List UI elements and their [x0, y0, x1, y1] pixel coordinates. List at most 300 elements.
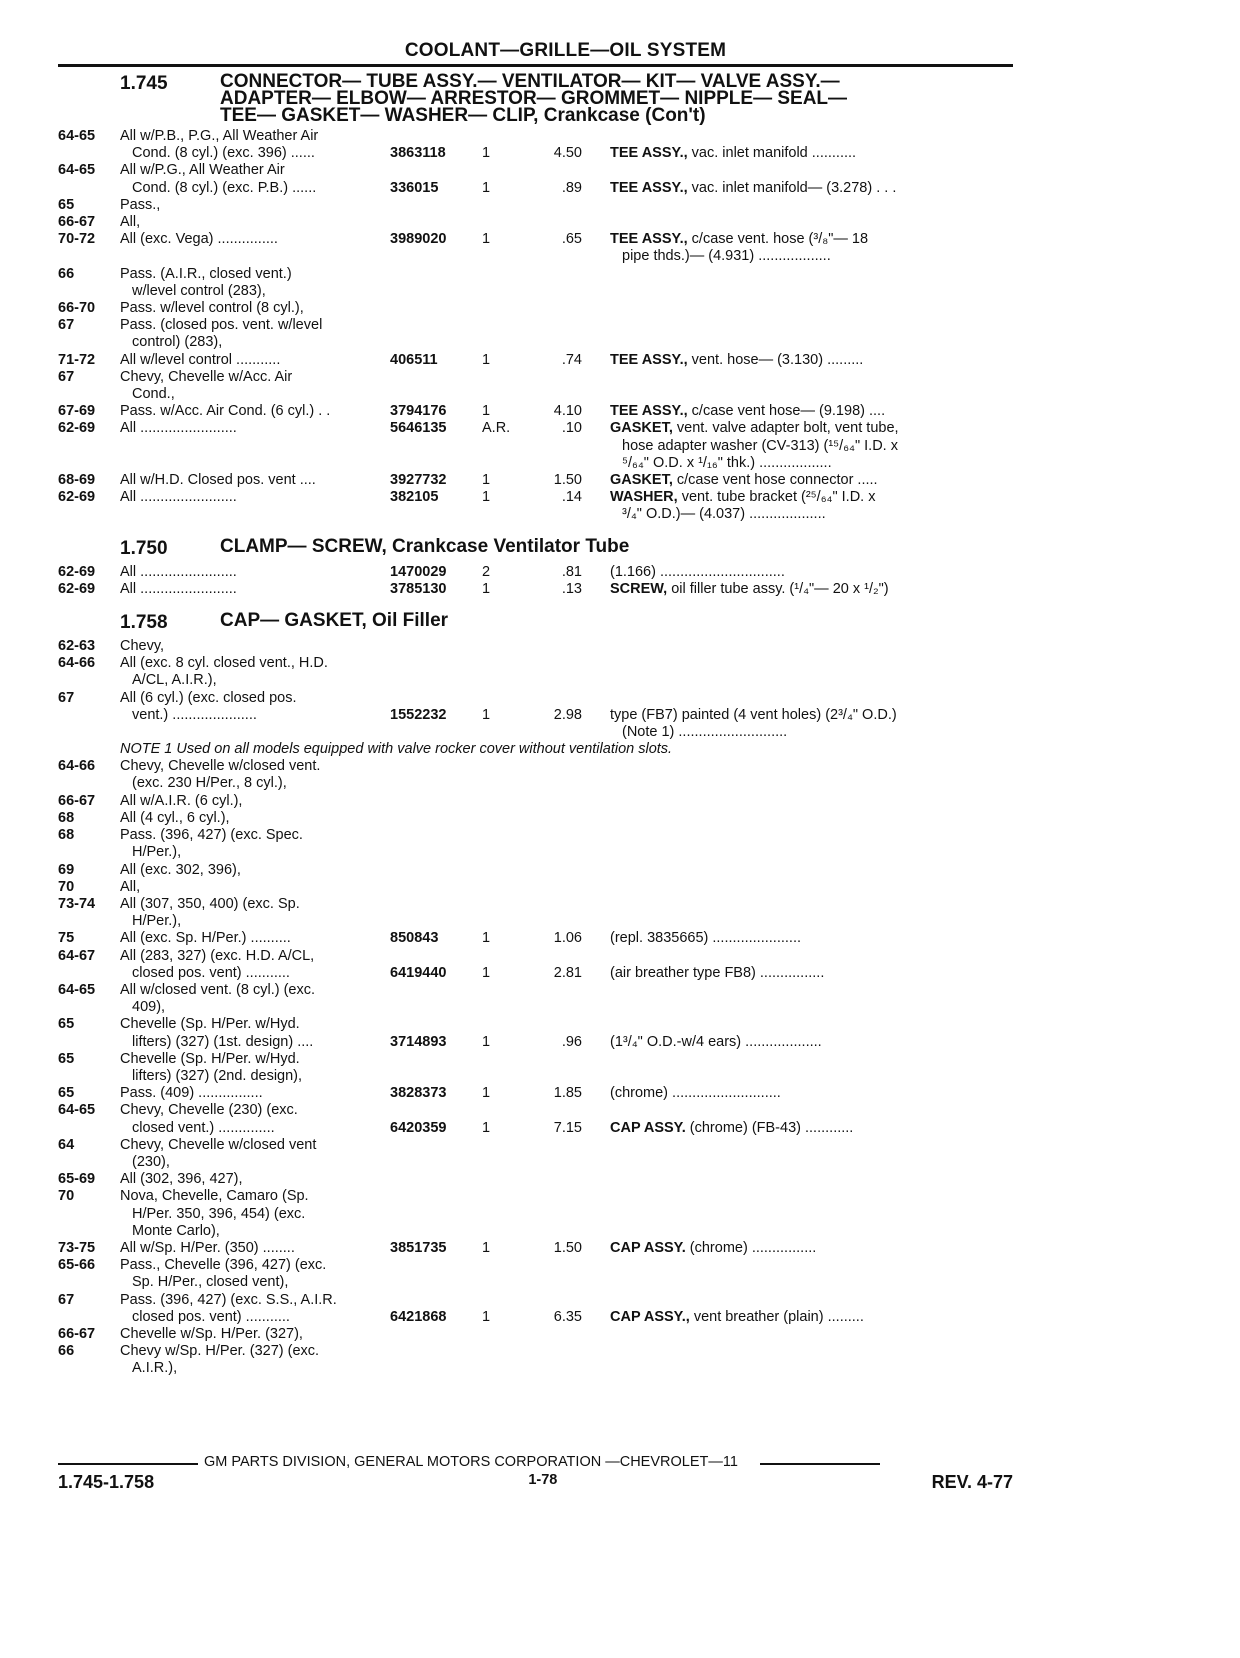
application-line: H/Per.),	[132, 913, 182, 930]
price: .14	[561, 489, 582, 506]
application-line: All (283, 327) (exc. H.D. A/CL,	[120, 947, 315, 964]
description	[610, 369, 1013, 386]
footer-rule-right	[760, 1463, 880, 1465]
quantity: 1	[482, 231, 491, 248]
application-line: All w/P.B., P.G., All Weather Air	[120, 128, 319, 144]
application-line: Chevy, Chevelle (230) (exc.	[120, 1102, 298, 1119]
application-line: All ........................	[120, 580, 237, 597]
application	[120, 1085, 390, 1102]
application-line: Chevelle (Sp. H/Per. w/Hyd.	[120, 1016, 300, 1033]
price	[522, 369, 610, 386]
part-row	[58, 1102, 1013, 1136]
application-line: Pass.,	[120, 196, 161, 213]
model-year: 68-69	[58, 472, 96, 489]
description	[610, 930, 1013, 947]
price: .96	[561, 1033, 582, 1050]
application	[120, 879, 390, 896]
application	[120, 1326, 390, 1343]
section-1-750	[58, 524, 1013, 598]
model-year: 64-65	[58, 128, 96, 144]
model-year: 66-67	[58, 214, 96, 231]
part-row	[58, 948, 1013, 982]
description-text: ⁵/₆₄" O.D. x ¹/₁₆" thk.) ..................	[622, 454, 832, 471]
part-number: 3794176	[390, 403, 447, 420]
application	[120, 1171, 390, 1188]
description	[610, 1240, 1013, 1257]
model-year: 66-67	[58, 792, 96, 809]
page-title: COOLANT—GRILLE—OIL SYSTEM	[404, 40, 727, 61]
description-text: vent. valve adapter bolt, vent tube,	[676, 420, 899, 437]
part-row	[58, 982, 1013, 1016]
description-keyword: TEE ASSY.,	[610, 403, 688, 420]
application	[120, 690, 390, 724]
description-text: vent. hose— (3.130) .........	[691, 351, 864, 368]
application-line: Monte Carlo),	[132, 1222, 220, 1239]
quantity: 1	[482, 1308, 491, 1325]
part-row	[58, 1016, 1013, 1050]
description	[610, 1051, 1013, 1068]
section-title	[220, 612, 448, 634]
description-keyword: CAP ASSY.,	[610, 1308, 690, 1325]
application-line: Pass. w/Acc. Air Cond. (6 cyl.) . .	[120, 403, 331, 420]
part-number: 850843	[390, 930, 439, 947]
description-keyword: TEE ASSY.,	[610, 351, 688, 368]
footer-section-range: 1.745-1.758	[58, 1472, 155, 1492]
section-header	[58, 73, 1013, 124]
price: .65	[561, 231, 582, 248]
application	[120, 317, 390, 351]
part-row	[58, 352, 1013, 369]
application-line: Cond.,	[132, 386, 175, 403]
part-number	[390, 1360, 480, 1377]
quantity: A.R.	[482, 420, 511, 437]
description-line	[610, 489, 1013, 506]
description	[610, 231, 1013, 265]
price	[522, 317, 610, 334]
part-row	[58, 810, 1013, 827]
application-line: Chevy, Chevelle w/Acc. Air	[120, 368, 293, 385]
application	[120, 581, 390, 598]
description-keyword: SCREW,	[610, 580, 668, 597]
application-line: H/Per. 350, 396, 454) (exc.	[132, 1205, 306, 1222]
price: .81	[561, 563, 582, 580]
application	[120, 793, 390, 810]
description-text: c/case vent hose— (9.198) ....	[691, 403, 886, 420]
price: 1.85	[553, 1085, 582, 1102]
part-number: 6421868	[390, 1308, 447, 1325]
model-year: 73-74	[58, 895, 96, 912]
application-line: Chevelle w/Sp. H/Per. (327),	[120, 1325, 303, 1342]
model-year: 64	[58, 1136, 75, 1153]
application-line: (exc. 230 H/Per., 8 cyl.),	[132, 775, 287, 792]
part-row	[58, 266, 1013, 300]
quantity: 1	[482, 489, 491, 506]
description-text: hose adapter washer (CV-313) (¹⁵/₆₄" I.D. x	[622, 437, 898, 454]
application-line: All (exc. Vega) ...............	[120, 231, 278, 248]
description	[610, 1102, 1013, 1136]
description	[610, 352, 1013, 369]
section-gap	[58, 598, 1013, 606]
description	[610, 162, 1013, 196]
application-line: All (302, 396, 427),	[120, 1171, 243, 1188]
model-year: 62-69	[58, 563, 96, 580]
description-line	[610, 455, 1013, 472]
description	[610, 948, 1013, 982]
model-year: 62-69	[58, 420, 96, 437]
description	[610, 489, 1013, 523]
application	[120, 403, 390, 420]
application-line: Pass. (396, 427) (exc. Spec.	[120, 827, 303, 844]
model-year: 69	[58, 861, 75, 878]
part-number: 3989020	[390, 231, 447, 248]
application-line: vent.) .....................	[132, 706, 257, 723]
section-header	[58, 535, 1013, 560]
application	[120, 1343, 390, 1377]
part-row	[58, 317, 1013, 351]
application-line: All (6 cyl.) (exc. closed pos.	[120, 689, 297, 706]
model-year: 64-66	[58, 758, 96, 775]
application	[120, 862, 390, 879]
description	[610, 982, 1013, 999]
application-line: All,	[120, 214, 141, 231]
quantity: 1	[482, 472, 491, 489]
description	[610, 266, 1013, 283]
footer-publisher: GM PARTS DIVISION, GENERAL MOTORS CORPORATION —CHEVROLET—11	[204, 1454, 738, 1470]
application	[120, 352, 390, 369]
description	[610, 420, 1013, 472]
price	[522, 1257, 610, 1274]
price	[522, 1343, 610, 1360]
section-title	[220, 535, 630, 560]
note-text: NOTE 1 Used on all models equipped with valve rocker cover without ventilation slots.	[120, 741, 673, 758]
model-year: 62-63	[58, 638, 96, 655]
description-line	[610, 581, 1013, 598]
application-line: Cond. (8 cyl.) (exc. 396) ......	[132, 145, 315, 162]
application-line: All w/closed vent. (8 cyl.) (exc.	[120, 981, 315, 998]
application	[120, 1051, 390, 1085]
application	[120, 1016, 390, 1050]
application-line: All (exc. 8 cyl. closed vent., H.D.	[120, 655, 328, 672]
model-year: 68	[58, 827, 75, 844]
model-year: 67-69	[58, 403, 96, 420]
section-1-745	[58, 73, 1013, 524]
description-keyword: TEE ASSY.,	[610, 145, 688, 162]
part-number: 3714893	[390, 1033, 447, 1050]
part-number: 1470029	[390, 563, 447, 580]
page	[58, 40, 1013, 1378]
description-line	[610, 707, 1013, 724]
price	[522, 1137, 610, 1154]
price: .13	[561, 580, 582, 597]
quantity	[480, 317, 522, 334]
model-year: 67	[58, 689, 75, 706]
part-row	[58, 1137, 1013, 1171]
model-year: 75	[58, 930, 75, 947]
application-line: All (exc. Sp. H/Per.) ..........	[120, 930, 291, 947]
model-year: 65	[58, 1085, 75, 1102]
part-number	[390, 1274, 480, 1291]
application	[120, 231, 390, 248]
application-line: All w/level control ...........	[120, 351, 281, 368]
part-row	[58, 214, 1013, 231]
model-year: 64-67	[58, 947, 96, 964]
description-line	[610, 1034, 1013, 1051]
model-year: 64-65	[58, 162, 96, 179]
application-line: All w/P.G., All Weather Air	[120, 162, 285, 179]
part-row	[58, 1188, 1013, 1240]
description-line	[610, 231, 1013, 248]
description-line	[610, 352, 1013, 369]
application	[120, 1257, 390, 1291]
model-year: 70	[58, 1188, 75, 1205]
application	[120, 638, 390, 655]
part-number: 5646135	[390, 420, 447, 437]
description	[610, 317, 1013, 334]
quantity: 2	[482, 563, 491, 580]
section-number: 1.758	[120, 612, 168, 634]
description-text: ³/₄" O.D.)— (4.037) ...................	[622, 506, 826, 523]
part-row	[58, 197, 1013, 214]
part-row	[58, 472, 1013, 489]
price	[522, 1188, 610, 1222]
quantity: 1	[482, 403, 491, 420]
description	[610, 1343, 1013, 1360]
application	[120, 1188, 390, 1240]
part-number: 336015	[390, 179, 439, 196]
description-line	[610, 564, 1013, 581]
application-line: Pass. (396, 427) (exc. S.S., A.I.R.	[120, 1291, 337, 1308]
price: 6.35	[553, 1308, 582, 1325]
model-year: 67	[58, 1291, 75, 1308]
part-row	[58, 489, 1013, 523]
description-keyword: GASKET,	[610, 420, 673, 437]
footer	[58, 1454, 1013, 1493]
model-year: 71-72	[58, 351, 96, 368]
part-number	[390, 1068, 480, 1085]
application-line: Pass. (409) ................	[120, 1085, 263, 1102]
application	[120, 564, 390, 581]
application	[120, 197, 390, 214]
part-row	[58, 231, 1013, 265]
model-year: 67	[58, 368, 75, 385]
description	[610, 896, 1013, 913]
part-row	[58, 1343, 1013, 1377]
description-keyword: WASHER,	[610, 489, 678, 506]
application	[120, 472, 390, 489]
quantity: 1	[482, 930, 491, 947]
description	[610, 581, 1013, 598]
sections-container	[58, 73, 1013, 1378]
description	[610, 564, 1013, 581]
part-number	[390, 776, 480, 793]
application	[120, 128, 390, 162]
section-title-line: CLAMP— SCREW, Crankcase Ventilator Tube	[220, 535, 630, 557]
part-number: 3863118	[390, 145, 446, 162]
price	[522, 827, 610, 844]
description	[610, 690, 1013, 742]
application-line: Chevy w/Sp. H/Per. (327) (exc.	[120, 1343, 320, 1360]
model-year: 68	[58, 809, 75, 826]
part-number	[390, 1154, 480, 1171]
section-title-line: CONNECTOR— TUBE ASSY.— VENTILATOR— KIT— VALVE ASSY.—	[220, 71, 840, 92]
description	[610, 1016, 1013, 1050]
part-number	[390, 844, 480, 861]
quantity	[480, 827, 522, 844]
application-line: Cond. (8 cyl.) (exc. P.B.) ......	[132, 179, 317, 196]
part-row	[58, 793, 1013, 810]
model-year: 66-70	[58, 300, 96, 317]
application	[120, 420, 390, 437]
model-year: 62-69	[58, 489, 96, 506]
part-number: 406511	[390, 351, 438, 368]
section-title-line: CAP— GASKET, Oil Filler	[220, 610, 449, 632]
price: .89	[561, 179, 582, 196]
application-line: Chevy, Chevelle w/closed vent	[120, 1136, 317, 1153]
description-text: vent. tube bracket (²⁵/₆₄" I.D. x	[681, 489, 876, 506]
section-title-line: ADAPTER— ELBOW— ARRESTOR— GROMMET— NIPPLE— SEAL—	[220, 88, 848, 109]
top-rule	[58, 64, 1013, 67]
price	[522, 982, 610, 999]
description-text: type (FB7) painted (4 vent holes) (2³/₄" O.D.)	[610, 706, 897, 723]
description-line	[610, 930, 1013, 947]
part-row	[58, 1257, 1013, 1291]
price: .10	[561, 420, 582, 437]
application-line: A.I.R.),	[132, 1360, 178, 1377]
part-row	[58, 1292, 1013, 1326]
description-text: (air breather type FB8) ................	[610, 964, 825, 981]
application	[120, 758, 390, 792]
part-number	[390, 913, 480, 930]
quantity	[480, 369, 522, 386]
part-number: 1552232	[390, 706, 447, 723]
application-line: Chevy, Chevelle w/closed vent.	[120, 758, 321, 775]
description-line	[610, 145, 1013, 162]
application	[120, 1292, 390, 1326]
footer-rule-left	[58, 1463, 198, 1465]
quantity	[480, 655, 522, 672]
part-number: 3927732	[390, 472, 447, 489]
description-text: pipe thds.)— (4.931) ..................	[622, 248, 831, 265]
part-row	[58, 564, 1013, 581]
description	[610, 128, 1013, 162]
price: 2.98	[553, 706, 582, 723]
part-row	[58, 896, 1013, 930]
description-keyword: TEE ASSY.,	[610, 179, 688, 196]
application-line: lifters) (327) (1st. design) ....	[132, 1033, 314, 1050]
description	[610, 1257, 1013, 1274]
part-row	[58, 369, 1013, 403]
price: 2.81	[553, 964, 582, 981]
description	[610, 1188, 1013, 1222]
description-text: vent breather (plain) .........	[693, 1308, 864, 1325]
application-line: All (307, 350, 400) (exc. Sp.	[120, 895, 300, 912]
price	[522, 1051, 610, 1068]
application-line: A/CL, A.I.R.),	[132, 672, 217, 689]
model-year: 65	[58, 1016, 75, 1033]
description-text: vac. inlet manifold ...........	[691, 145, 857, 162]
footer-page-number: 1-78	[528, 1472, 558, 1488]
quantity	[480, 1137, 522, 1154]
model-year: 64-65	[58, 981, 96, 998]
model-year: 73-75	[58, 1239, 96, 1256]
model-year: 64-65	[58, 1102, 96, 1119]
description-line	[610, 248, 1013, 265]
quantity	[480, 896, 522, 913]
quantity: 1	[482, 1119, 491, 1136]
description-text: vac. inlet manifold— (3.278) . . .	[691, 179, 897, 196]
description	[610, 472, 1013, 489]
application-line: closed pos. vent) ...........	[132, 1308, 290, 1325]
description	[610, 827, 1013, 844]
section-title	[220, 73, 847, 124]
price	[522, 655, 610, 672]
description-text: (Note 1) ...........................	[622, 724, 788, 741]
application	[120, 982, 390, 1016]
part-row	[58, 930, 1013, 947]
part-row	[58, 827, 1013, 861]
description-line	[610, 1085, 1013, 1102]
application-line: Nova, Chevelle, Camaro (Sp.	[120, 1188, 309, 1205]
part-row	[58, 758, 1013, 792]
application	[120, 1137, 390, 1171]
price: 4.50	[553, 145, 582, 162]
part-row	[58, 420, 1013, 472]
application-line: All w/H.D. Closed pos. vent ....	[120, 472, 316, 489]
description-text: c/case vent hose connector .....	[676, 472, 878, 489]
part-row	[58, 581, 1013, 598]
part-row	[58, 1051, 1013, 1085]
part-number	[390, 999, 480, 1016]
application-line: All (exc. 302, 396),	[120, 861, 241, 878]
application-line: control) (283),	[132, 334, 223, 351]
section-header	[58, 612, 1013, 634]
description-line	[610, 506, 1013, 523]
part-row	[58, 1240, 1013, 1257]
description-line	[610, 438, 1013, 455]
application-line: All ........................	[120, 489, 237, 506]
quantity	[480, 982, 522, 999]
application-line: H/Per.),	[132, 844, 182, 861]
part-row	[58, 862, 1013, 879]
part-row	[58, 638, 1013, 655]
description-text: (chrome) ................	[689, 1239, 817, 1256]
application-line: Pass. w/level control (8 cyl.),	[120, 300, 304, 317]
part-number	[390, 386, 480, 403]
model-year: 70-72	[58, 231, 96, 248]
footer-revision: REV. 4-77	[931, 1472, 1013, 1492]
quantity	[480, 1257, 522, 1274]
application	[120, 948, 390, 982]
application	[120, 369, 390, 403]
part-row	[58, 300, 1013, 317]
quantity	[480, 266, 522, 283]
application	[120, 655, 390, 689]
quantity	[480, 758, 522, 775]
application	[120, 930, 390, 947]
model-year: 67	[58, 317, 75, 334]
quantity: 1	[482, 179, 491, 196]
application-line: Pass. (closed pos. vent. w/level	[120, 317, 323, 334]
application	[120, 1102, 390, 1136]
part-number: 3851735	[390, 1239, 447, 1256]
description-keyword: TEE ASSY.,	[610, 231, 688, 248]
part-row	[58, 162, 1013, 196]
application	[120, 1240, 390, 1257]
price: .74	[561, 351, 582, 368]
description-text: (1.166) ...............................	[610, 563, 785, 580]
model-year: 62-69	[58, 580, 96, 597]
quantity: 1	[482, 1239, 491, 1256]
